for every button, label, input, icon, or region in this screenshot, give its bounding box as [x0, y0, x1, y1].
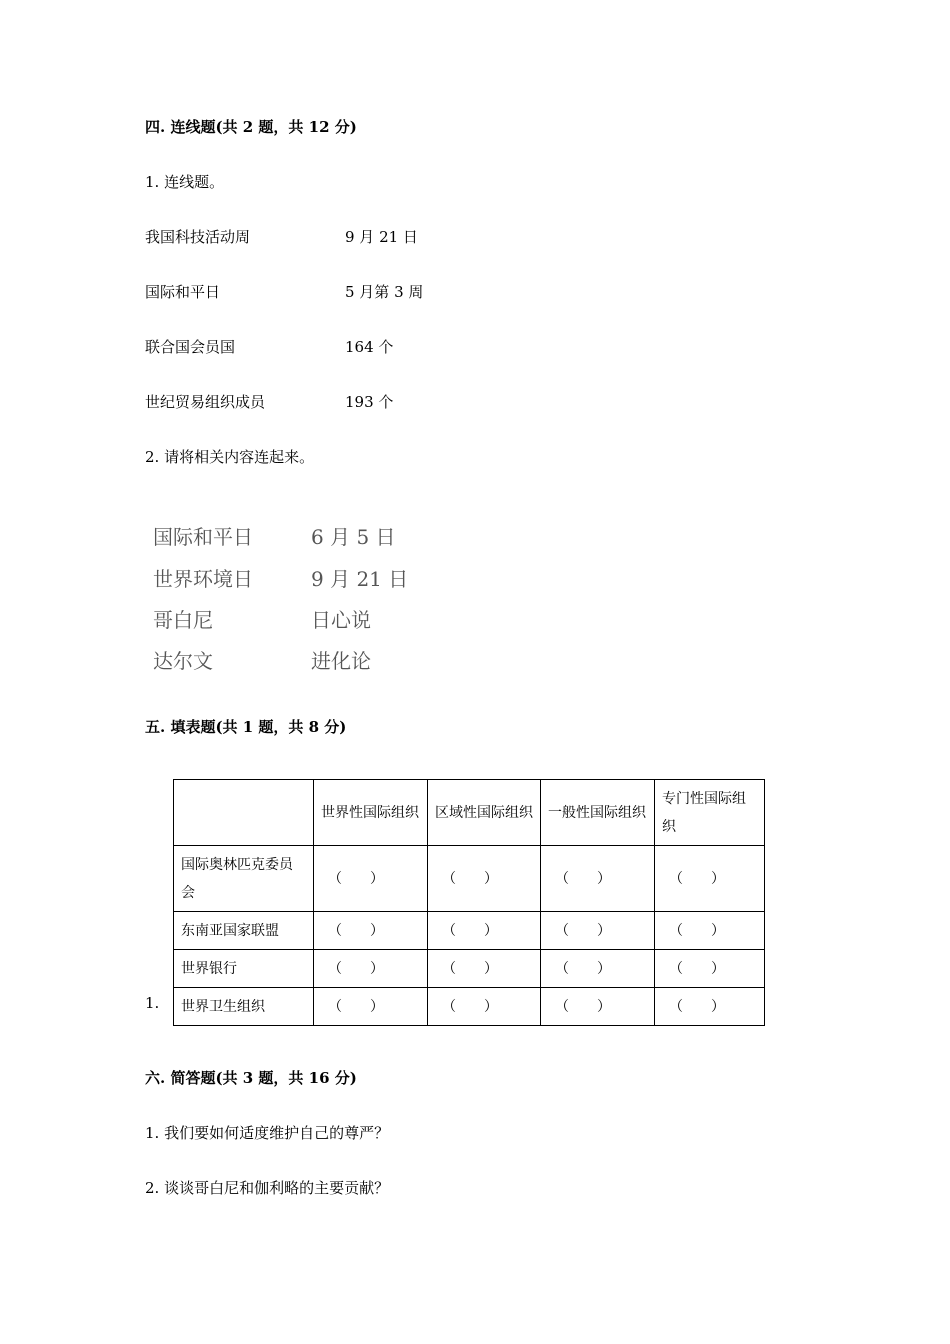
table-header-cell: 专门性国际组织 [655, 780, 765, 846]
org-name-cell: 东南亚国家联盟 [174, 912, 314, 950]
table-row [174, 846, 765, 912]
match-right-item: 5 月第 3 周 [345, 283, 424, 301]
image-right-item: 9 月 21 日 [311, 567, 409, 591]
table-question-label: 1. [145, 994, 160, 1012]
table-header-cell: 世界性国际组织 [314, 780, 428, 846]
table-header-cell: 一般性国际组织 [541, 780, 655, 846]
table-row [174, 950, 765, 988]
answer-blank[interactable]: （ ） [541, 988, 655, 1026]
image-left-item: 国际和平日 [153, 525, 253, 549]
match-left-item: 我国科技活动周 [145, 228, 251, 246]
answer-blank[interactable]: （ ） [541, 950, 655, 988]
answer-blank[interactable]: （ ） [541, 846, 655, 912]
section5-heading: 五. 填表题(共 1 题，共 8 分) [145, 718, 347, 736]
answer-blank[interactable]: （ ） [314, 950, 428, 988]
match-right-item: 193 个 [345, 393, 394, 411]
answer-blank[interactable]: （ ） [541, 912, 655, 950]
org-name-cell: 世界卫生组织 [174, 988, 314, 1026]
org-name-cell: 国际奥林匹克委员会 [174, 846, 314, 912]
answer-blank[interactable]: （ ） [428, 912, 541, 950]
q1-label: 1. 连线题。 [145, 173, 225, 191]
answer-blank[interactable]: （ ） [655, 988, 765, 1026]
image-right-item: 日心说 [311, 608, 371, 632]
image-left-item: 世界环境日 [153, 567, 253, 591]
answer-blank[interactable]: （ ） [314, 988, 428, 1026]
short-answer-q2: 2. 谈谈哥白尼和伽利略的主要贡献？ [145, 1179, 390, 1197]
image-right-item: 进化论 [311, 649, 371, 673]
org-name-cell: 世界银行 [174, 950, 314, 988]
match-right-item: 9 月 21 日 [345, 228, 418, 246]
answer-blank[interactable]: （ ） [314, 912, 428, 950]
image-left-item: 哥白尼 [153, 608, 213, 632]
match-right-item: 164 个 [345, 338, 394, 356]
image-left-item: 达尔文 [153, 649, 213, 673]
match-left-item: 国际和平日 [145, 283, 221, 301]
table-header-cell: 区域性国际组织 [428, 780, 541, 846]
table-header-cell [174, 780, 314, 846]
answer-blank[interactable]: （ ） [428, 988, 541, 1026]
table-row [174, 912, 765, 950]
answer-blank[interactable]: （ ） [314, 846, 428, 912]
section4-heading: 四. 连线题(共 2 题，共 12 分) [145, 118, 357, 136]
answer-blank[interactable]: （ ） [428, 846, 541, 912]
organization-table [173, 779, 765, 1026]
short-answer-q1: 1. 我们要如何适度维护自己的尊严？ [145, 1124, 390, 1142]
image-right-item: 6 月 5 日 [311, 525, 396, 549]
table-header-row [174, 780, 765, 846]
answer-blank[interactable]: （ ） [428, 950, 541, 988]
match-left-item: 联合国会员国 [145, 338, 236, 356]
answer-blank[interactable]: （ ） [655, 950, 765, 988]
answer-blank[interactable]: （ ） [655, 846, 765, 912]
q2-label: 2. 请将相关内容连起来。 [145, 448, 315, 466]
answer-blank[interactable]: （ ） [655, 912, 765, 950]
table-row [174, 988, 765, 1026]
match-left-item: 世纪贸易组织成员 [145, 393, 266, 411]
section6-heading: 六. 简答题(共 3 题，共 16 分) [145, 1069, 357, 1087]
